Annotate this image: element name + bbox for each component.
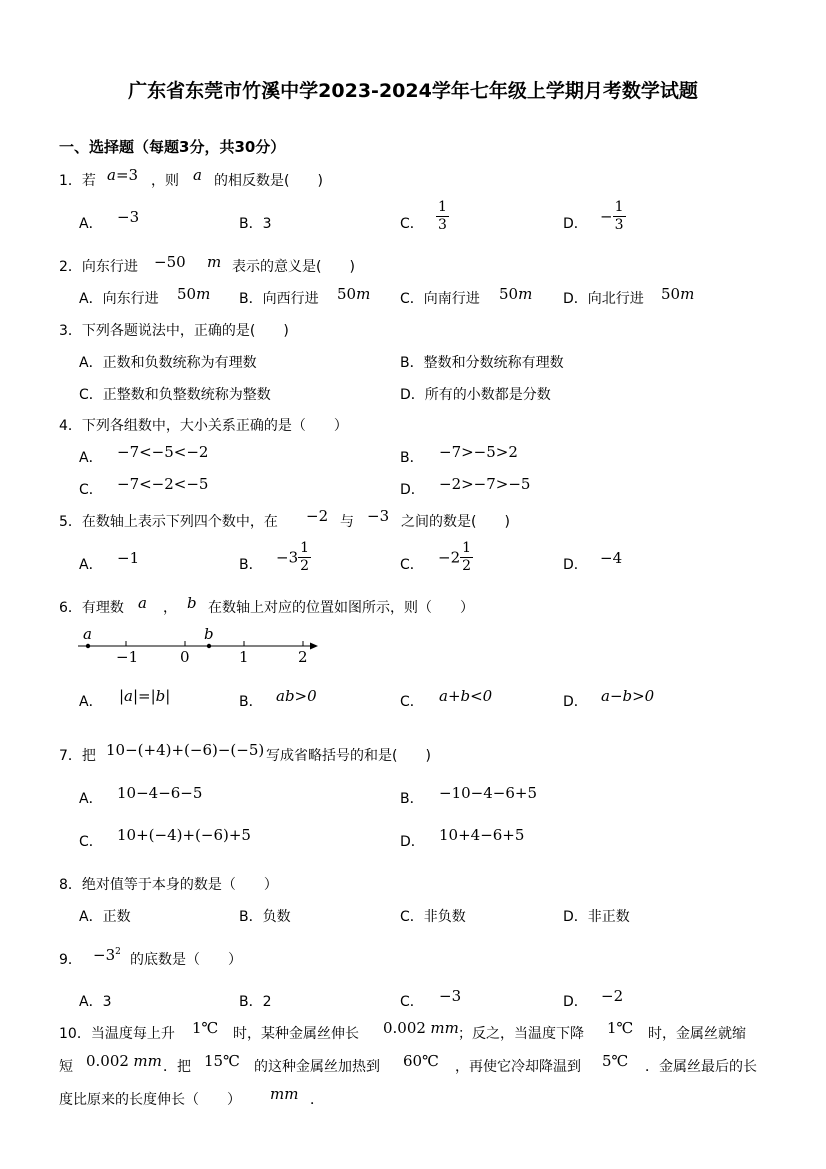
q6-var-b: b: [187, 594, 197, 612]
section-heading: 一、选择题（每题3分，共30分）: [59, 138, 286, 156]
q7-option-d[interactable]: D．: [400, 834, 425, 850]
q1-var-a: a: [193, 166, 202, 184]
q10-line2-d: ，再使它冷却降温到: [455, 1059, 581, 1075]
q4-stem: 4．下列各组数中，大小关系正确的是（ ）: [59, 418, 348, 434]
q5-option-c-mixed: −2 $\frac{1}{2}$: [438, 540, 472, 574]
q5-value-1: −2: [306, 507, 329, 525]
q10-line2-a: 短: [59, 1059, 73, 1075]
q6-option-c-value: a+b<0: [439, 687, 493, 705]
q7-expression: 10−(+4)+(−6)−(−5): [106, 741, 265, 759]
q9-option-b[interactable]: B．2: [239, 994, 272, 1010]
tick-label: 0: [180, 648, 190, 666]
q8-option-b[interactable]: B．负数: [239, 909, 291, 925]
tick-label: 2: [298, 648, 308, 666]
q1-tail: 的相反数是( ): [214, 173, 323, 189]
q5-option-d[interactable]: D．: [563, 557, 588, 573]
label-a: a: [83, 625, 92, 643]
q1-number: 1．若: [59, 173, 96, 189]
q5-option-c[interactable]: C．: [400, 557, 424, 573]
q7-number: 7．把: [59, 748, 96, 764]
q10-line1-c: ；反之，当温度下降: [458, 1026, 584, 1042]
q5-tail: 之间的数是( ): [401, 514, 510, 530]
q6-option-d-value: a−b>0: [601, 687, 655, 705]
q2-option-a[interactable]: A．向东行进: [79, 291, 159, 307]
q5-option-a-value: −1: [117, 549, 140, 567]
q10-line1-a: 10．当温度每上升: [59, 1026, 175, 1042]
q9-power: $-3^2$: [93, 946, 121, 964]
q10-line2-c: 的这种金属丝加热到: [254, 1059, 380, 1075]
q2-unit: m: [207, 253, 222, 271]
point-b: [207, 644, 211, 648]
q6-var-a: a: [138, 594, 147, 612]
label-b: b: [204, 625, 214, 643]
q2-tail: 表示的意义是( ): [232, 259, 355, 275]
q5-option-b[interactable]: B．: [239, 557, 263, 573]
q2-option-d-value: 50m: [661, 285, 695, 303]
q1-option-c[interactable]: C．: [400, 216, 424, 232]
q5-value-2: −3: [367, 507, 390, 525]
q1-option-a[interactable]: A．: [79, 216, 103, 232]
q6-option-a-value: |a|=|b|: [119, 687, 171, 705]
q3-option-d[interactable]: D．所有的小数都是分数: [400, 387, 551, 403]
q7-option-d-value: 10+4−6+5: [439, 826, 525, 844]
q4-option-c-value: −7<−2<−5: [117, 475, 209, 493]
number-line-figure: [76, 625, 322, 669]
q5-option-d-value: −4: [600, 549, 623, 567]
q5-option-a[interactable]: A．: [79, 557, 103, 573]
q9-option-c[interactable]: C．: [400, 994, 424, 1010]
q1-expr-a: a=3: [107, 166, 139, 184]
q6-option-a[interactable]: A．: [79, 694, 103, 710]
q1-option-c-fraction: $\frac{1}{3}$: [438, 199, 447, 233]
q7-option-a[interactable]: A．: [79, 791, 103, 807]
q5-mid: 与: [340, 514, 354, 530]
q10-line1-b: 时，某种金属丝伸长: [233, 1026, 359, 1042]
q8-option-d[interactable]: D．非正数: [563, 909, 630, 925]
q2-option-c-value: 50m: [499, 285, 533, 303]
q3-option-b[interactable]: B．整数和分数统称有理数: [400, 355, 564, 371]
q1-option-a-value: −3: [117, 208, 140, 226]
q3-option-c[interactable]: C．正整数和负整数统称为整数: [79, 387, 271, 403]
q4-option-b-value: −7>−5>2: [439, 443, 518, 461]
q7-option-c-value: 10+(−4)+(−6)+5: [117, 826, 251, 844]
tick-label: 1: [239, 648, 249, 666]
q8-option-a[interactable]: A．正数: [79, 909, 131, 925]
q9-option-a[interactable]: A．3: [79, 994, 112, 1010]
q2-option-a-value: 50m: [177, 285, 211, 303]
q6-option-b-value: ab>0: [276, 687, 317, 705]
q10-temp-3: 15℃: [204, 1052, 240, 1070]
q4-option-d-value: −2>−7>−5: [439, 475, 531, 493]
q3-stem: 3．下列各题说法中，正确的是( ): [59, 323, 289, 339]
q9-option-d[interactable]: D．: [563, 994, 588, 1010]
q10-unit-mm: mm: [270, 1085, 299, 1103]
number-line-arrow: [310, 643, 318, 650]
q7-tail: 写成省略括号的和是( ): [266, 748, 431, 764]
q2-option-b-value: 50m: [337, 285, 371, 303]
q5-number: 5．在数轴上表示下列四个数中，在: [59, 514, 278, 530]
q3-option-a[interactable]: A．正数和负数统称为有理数: [79, 355, 257, 371]
q6-option-c[interactable]: C．: [400, 694, 424, 710]
q6-sep: ，: [163, 600, 177, 616]
q1-option-d[interactable]: D．: [563, 216, 588, 232]
q2-value: −50: [154, 253, 186, 271]
q2-option-c[interactable]: C．向南行进: [400, 291, 480, 307]
q10-value-1: 0.002 mm: [383, 1019, 459, 1037]
q7-option-b[interactable]: B．: [400, 791, 424, 807]
q1-option-b[interactable]: B．3: [239, 216, 272, 232]
q7-option-b-value: −10−4−6+5: [439, 784, 537, 802]
q9-option-c-value: −3: [439, 987, 462, 1005]
q10-temp-5: 5℃: [602, 1052, 629, 1070]
q4-option-b[interactable]: B．: [400, 450, 424, 466]
q9-number: 9．: [59, 952, 82, 968]
q1-option-d-fraction: − $\frac{1}{3}$: [600, 199, 624, 233]
q9-option-d-value: −2: [601, 987, 624, 1005]
q1-mid: ，则: [151, 173, 179, 189]
q2-option-b[interactable]: B．向西行进: [239, 291, 319, 307]
q2-number: 2．向东行进: [59, 259, 138, 275]
q4-option-a-value: −7<−5<−2: [117, 443, 209, 461]
q4-option-d[interactable]: D．: [400, 482, 425, 498]
q2-option-d[interactable]: D．向北行进: [563, 291, 644, 307]
q6-tail: 在数轴上对应的位置如图所示，则（ ）: [208, 600, 474, 616]
page-title: 广东省东莞市竹溪中学2023-2024学年七年级上学期月考数学试题: [128, 80, 698, 102]
q7-option-c[interactable]: C．: [79, 834, 103, 850]
q10-line1-d: 时，金属丝就缩: [648, 1026, 746, 1042]
q10-temp-1: 1℃: [192, 1019, 219, 1037]
q10-temp-2: 1℃: [607, 1019, 634, 1037]
q4-option-c[interactable]: C．: [79, 482, 103, 498]
tick-label: −1: [116, 648, 139, 666]
q10-temp-4: 60℃: [403, 1052, 439, 1070]
q5-option-b-mixed: −3 $\frac{1}{2}$: [276, 540, 310, 574]
q7-option-a-value: 10−4−6−5: [117, 784, 203, 802]
q10-line2-e: ．金属丝最后的长: [645, 1059, 757, 1075]
q10-line2-b: ．把: [163, 1059, 191, 1075]
q4-option-a[interactable]: A．: [79, 450, 103, 466]
q8-option-c[interactable]: C．非负数: [400, 909, 466, 925]
q10-line3-end: ．: [310, 1092, 324, 1108]
q8-stem: 8．绝对值等于本身的数是（ ）: [59, 877, 278, 893]
q10-value-2: 0.002 mm: [86, 1052, 162, 1070]
q6-option-d[interactable]: D．: [563, 694, 588, 710]
q10-line3-a: 度比原来的长度伸长（ ）: [59, 1092, 241, 1108]
q6-number: 6．有理数: [59, 600, 124, 616]
q9-tail: 的底数是（ ）: [130, 952, 242, 968]
point-a: [86, 644, 90, 648]
q6-option-b[interactable]: B．: [239, 694, 263, 710]
